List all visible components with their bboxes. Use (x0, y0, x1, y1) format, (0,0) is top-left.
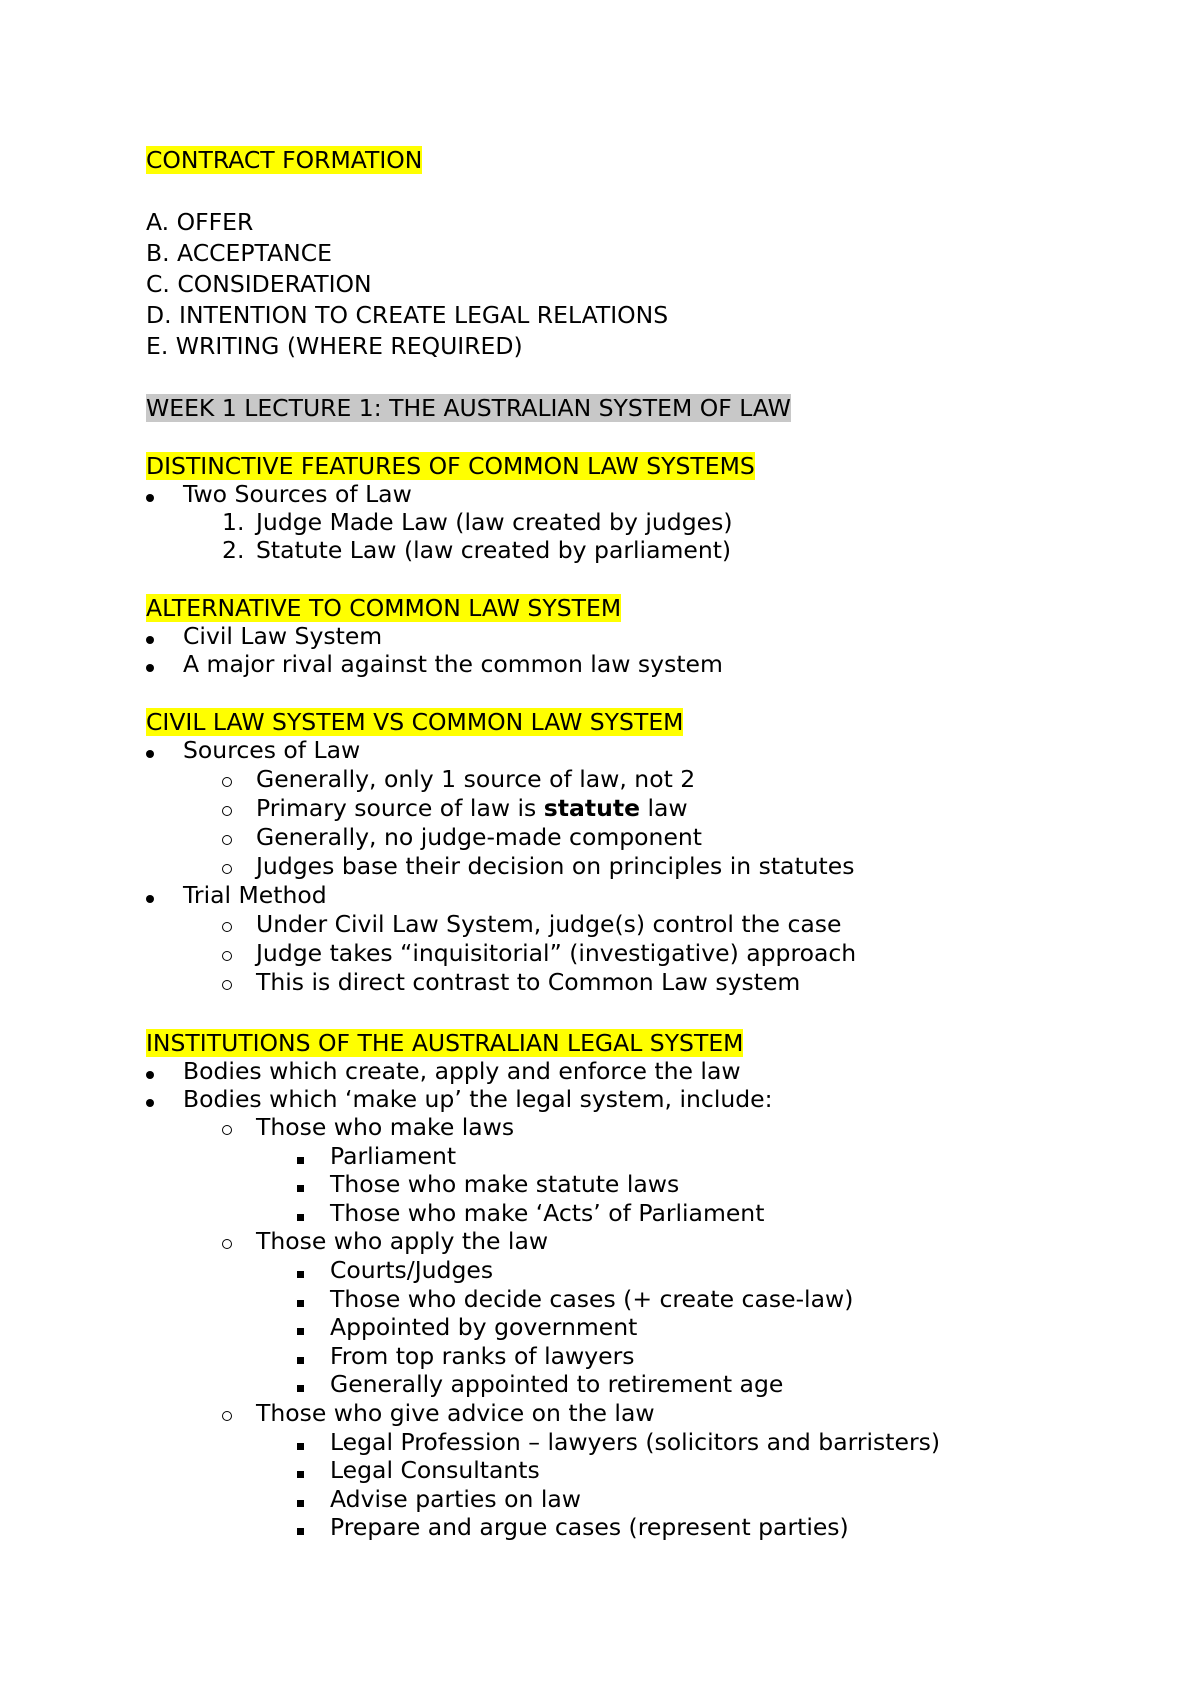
sub-bullet-text: Judges base their decision on principles in statutes (256, 852, 855, 880)
circle-bullet-icon (222, 1399, 232, 1427)
square-bullet-icon (297, 1256, 304, 1284)
sub-bullet-text: Primary source of law is statute law (256, 794, 688, 822)
section-heading-common-law-features: DISTINCTIVE FEATURES OF COMMON LAW SYSTEMS (146, 452, 755, 480)
group-item: Courts/Judges (330, 1256, 494, 1284)
section-heading-institutions: INSTITUTIONS OF THE AUSTRALIAN LEGAL SYSTEM (146, 1029, 744, 1057)
contract-item: C. CONSIDERATION (146, 270, 372, 298)
sub-bullet-text: This is direct contrast to Common Law system (256, 968, 801, 996)
circle-bullet-icon (222, 1227, 232, 1255)
square-bullet-icon (297, 1313, 304, 1341)
group-label: Those who make laws (256, 1113, 515, 1141)
number-label: 1. (222, 508, 245, 536)
bullet-icon (146, 480, 154, 508)
sub-bullet-text: Generally, only 1 source of law, not 2 (256, 765, 696, 793)
bullet-text: Sources of Law (183, 736, 361, 764)
circle-bullet-icon (222, 823, 232, 851)
square-bullet-icon (297, 1142, 304, 1170)
square-bullet-icon (297, 1370, 304, 1398)
bullet-icon (146, 650, 154, 678)
group-item: Those who decide cases (+ create case-law) (330, 1285, 854, 1313)
week-heading: WEEK 1 LECTURE 1: THE AUSTRALIAN SYSTEM OF LAW (146, 394, 791, 422)
square-bullet-icon (297, 1170, 304, 1198)
bullet-text: Bodies which create, apply and enforce the law (183, 1057, 741, 1085)
square-bullet-icon (297, 1456, 304, 1484)
circle-bullet-icon (222, 939, 232, 967)
number-label: 2. (222, 536, 245, 564)
bold-word: statute (543, 794, 641, 822)
contract-item: E. WRITING (WHERE REQUIRED) (146, 332, 523, 360)
circle-bullet-icon (222, 1113, 232, 1141)
circle-bullet-icon (222, 910, 232, 938)
contract-item: B. ACCEPTANCE (146, 239, 333, 267)
contract-item: A. OFFER (146, 208, 254, 236)
group-item: Legal Consultants (330, 1456, 540, 1484)
sub-bullet-text: Generally, no judge-made component (256, 823, 703, 851)
bullet-text: Trial Method (183, 881, 327, 909)
bullet-text: A major rival against the common law system (183, 650, 723, 678)
numbered-item: Judge Made Law (law created by judges) (256, 508, 733, 536)
group-label: Those who apply the law (256, 1227, 549, 1255)
square-bullet-icon (297, 1485, 304, 1513)
bullet-icon (146, 622, 154, 650)
circle-bullet-icon (222, 765, 232, 793)
group-item: Prepare and argue cases (represent parties) (330, 1513, 849, 1541)
group-item: From top ranks of lawyers (330, 1342, 635, 1370)
circle-bullet-icon (222, 852, 232, 880)
contract-item: D. INTENTION TO CREATE LEGAL RELATIONS (146, 301, 669, 329)
circle-bullet-icon (222, 968, 232, 996)
group-item: Parliament (330, 1142, 457, 1170)
group-item: Those who make ‘Acts’ of Parliament (330, 1199, 765, 1227)
section-heading-civil-vs-common: CIVIL LAW SYSTEM VS COMMON LAW SYSTEM (146, 708, 684, 736)
section-heading-alternative: ALTERNATIVE TO COMMON LAW SYSTEM (146, 594, 622, 622)
group-item: Appointed by government (330, 1313, 638, 1341)
bullet-text: Civil Law System (183, 622, 383, 650)
bullet-text: Two Sources of Law (183, 480, 412, 508)
bullet-icon (146, 881, 154, 909)
circle-bullet-icon (222, 794, 232, 822)
contract-heading: CONTRACT FORMATION (146, 146, 423, 174)
bullet-text: Bodies which ‘make up’ the legal system, include: (183, 1085, 773, 1113)
sub-bullet-text: Judge takes “inquisitorial” (investigative) approach (256, 939, 857, 967)
square-bullet-icon (297, 1513, 304, 1541)
square-bullet-icon (297, 1428, 304, 1456)
group-item: Generally appointed to retirement age (330, 1370, 784, 1398)
bullet-icon (146, 1057, 154, 1085)
square-bullet-icon (297, 1342, 304, 1370)
bullet-icon (146, 736, 154, 764)
square-bullet-icon (297, 1199, 304, 1227)
group-item: Legal Profession – lawyers (solicitors and barristers) (330, 1428, 941, 1456)
sub-bullet-text: Under Civil Law System, judge(s) control the case (256, 910, 842, 938)
square-bullet-icon (297, 1285, 304, 1313)
group-item: Those who make statute laws (330, 1170, 680, 1198)
bullet-icon (146, 1085, 154, 1113)
numbered-item: Statute Law (law created by parliament) (256, 536, 732, 564)
group-label: Those who give advice on the law (256, 1399, 655, 1427)
group-item: Advise parties on law (330, 1485, 581, 1513)
